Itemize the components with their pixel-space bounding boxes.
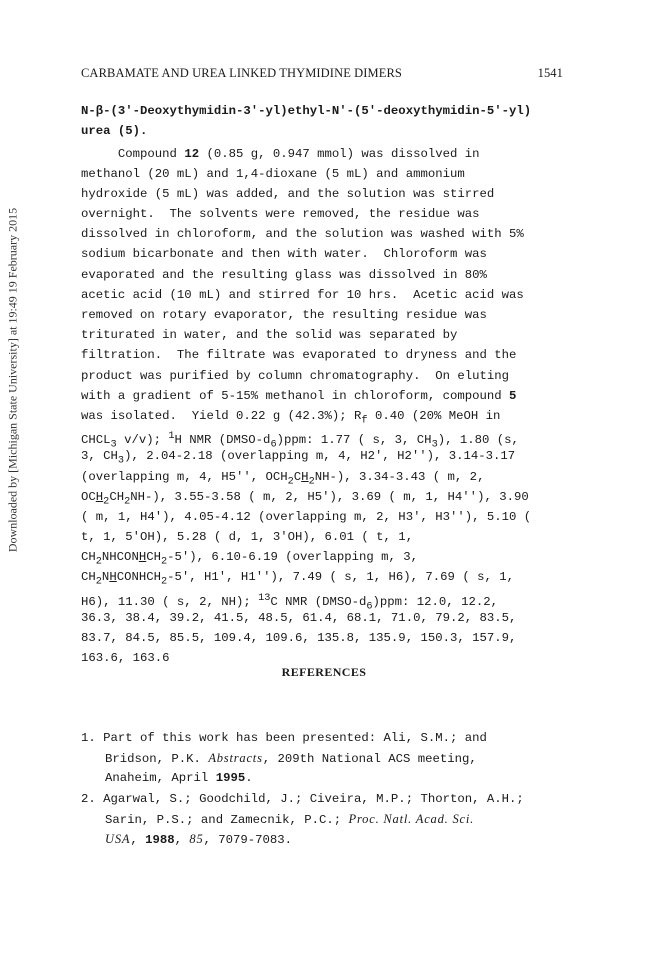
paragraph-line: 83.7, 84.5, 85.5, 109.4, 109.6, 135.8, 135.9, 150.3, 157.9, bbox=[81, 631, 517, 645]
reference-1-line: 1. Part of this work has been presented: Ali, S.M.; and bbox=[81, 731, 487, 745]
reference-1-line: Anaheim, April 1995. bbox=[105, 771, 253, 786]
paragraph-line: hydroxide (5 mL) was added, and the solution was stirred bbox=[81, 186, 495, 201]
paragraph-line: 36.3, 38.4, 39.2, 41.5, 48.5, 61.4, 68.1, 71.0, 79.2, 83.5, bbox=[81, 610, 517, 625]
running-title: CARBAMATE AND UREA LINKED THYMIDINE DIMERS bbox=[81, 66, 402, 80]
paragraph-line: was isolated. Yield 0.22 g (42.3%); $R_f$ 0.40 (20% MeOH in bbox=[81, 408, 501, 427]
paragraph-line: acetic acid (10 mL) and stirred for 10 hrs. Acetic acid was bbox=[81, 287, 524, 302]
paragraph-line: triturated in water, and the solid was separated by bbox=[81, 328, 458, 343]
heading-line-1: N-β-(3'-Deoxythymidin-3'-yl)ethyl-N'-(5'-deoxythymidin-5'-yl) bbox=[81, 104, 532, 118]
reference-list bbox=[81, 728, 581, 849]
paragraph-line: (overlapping m, 4, H5'', $OCH_2CH_2NH-$), 3.34-3.43 ( m, 2, bbox=[81, 469, 485, 487]
paragraph-line: 3, $CH_3$), 2.04-2.18 (overlapping m, 4, H2', H2''), 3.14-3.17 bbox=[81, 449, 516, 467]
paragraph-line: $CH_2NHCONHCH_2-5'$, H1', H1''), 7.49 ( s, 1, H6), 7.69 ( s, 1, bbox=[81, 570, 514, 588]
page-number: 1541 bbox=[537, 66, 563, 80]
paragraph-line: overnight. The solvents were removed, the residue was bbox=[81, 207, 480, 222]
compound-heading bbox=[81, 101, 581, 141]
paragraph-line: 163.6, 163.6 bbox=[81, 651, 170, 666]
reference-2-line: USA, 1988, 85, 7079-7083. bbox=[105, 831, 293, 847]
paragraph-line: t, 1, 5'OH), 5.28 ( d, 1, 3'OH), 6.01 ( t, 1, bbox=[81, 530, 414, 545]
paragraph-line: removed on rotary evaporator, the resulting residue was bbox=[81, 308, 487, 322]
paragraph-line: $CHCL_3$ v/v); $^1$H NMR $(DMSO-d_6)ppm$: 1.77 ( s, 3, $CH_3$), 1.80 (s, bbox=[81, 430, 519, 451]
reference-2-line: Sarin, P.S.; and Zamecnik, P.C.; Proc. Natl. Acad. Sci. bbox=[105, 811, 475, 827]
paragraph-line: H6), 11.30 ( s, 2, NH); $^{13}$C NMR $(DMSO-d_6)ppm$: 12.0, 12.2, bbox=[81, 591, 498, 613]
paragraph-line: methanol (20 mL) and 1,4-dioxane (5 mL) and ammonium bbox=[81, 166, 465, 181]
paragraph-line: Compound 12 (0.85 g, 0.947 mmol) was dissolved in bbox=[81, 146, 480, 161]
experimental-paragraph bbox=[81, 144, 581, 669]
reference-2-line: 2. Agarwal, S.; Goodchild, J.; Civeira, M.P.; Thorton, A.H.; bbox=[81, 791, 524, 806]
paragraph-line: filtration. The filtrate was evaporated to dryness and the bbox=[81, 348, 517, 363]
paragraph-line: $OCH_2CH_2NH-$), 3.55-3.58 ( m, 2, H5'), 3.69 ( m, 1, H4''), 3.90 bbox=[81, 489, 529, 508]
paragraph-line: product was purified by column chromatography. On eluting bbox=[81, 368, 510, 383]
heading-line-2: urea (5). bbox=[81, 124, 148, 139]
paragraph-line: ( m, 1, H4'), 4.05-4.12 (overlapping m, 2, H3', H3''), 5.10 ( bbox=[81, 509, 532, 524]
paragraph-line: sodium bicarbonate and then with water. Chloroform was bbox=[81, 247, 487, 262]
references-heading: REFERENCES bbox=[281, 665, 367, 679]
download-watermark bbox=[2, 40, 24, 720]
paragraph-line: evaporated and the resulting glass was dissolved in 80% bbox=[81, 267, 487, 282]
watermark-text: Downloaded by [Michigan State University] at 19:49 19 February 2015 bbox=[5, 207, 20, 553]
paragraph-line: with a gradient of 5-15% methanol in chloroform, compound 5 bbox=[81, 388, 517, 403]
paragraph-line: $CH_2NHCONHCH_2-5'$), 6.10-6.19 (overlapping m, 3, bbox=[81, 550, 419, 568]
reference-1-line: Bridson, P.K. Abstracts, 209th National ACS meeting, bbox=[105, 751, 477, 767]
running-header bbox=[81, 66, 563, 86]
paragraph-line: dissolved in chloroform, and the solution was washed with 5% bbox=[81, 227, 524, 242]
